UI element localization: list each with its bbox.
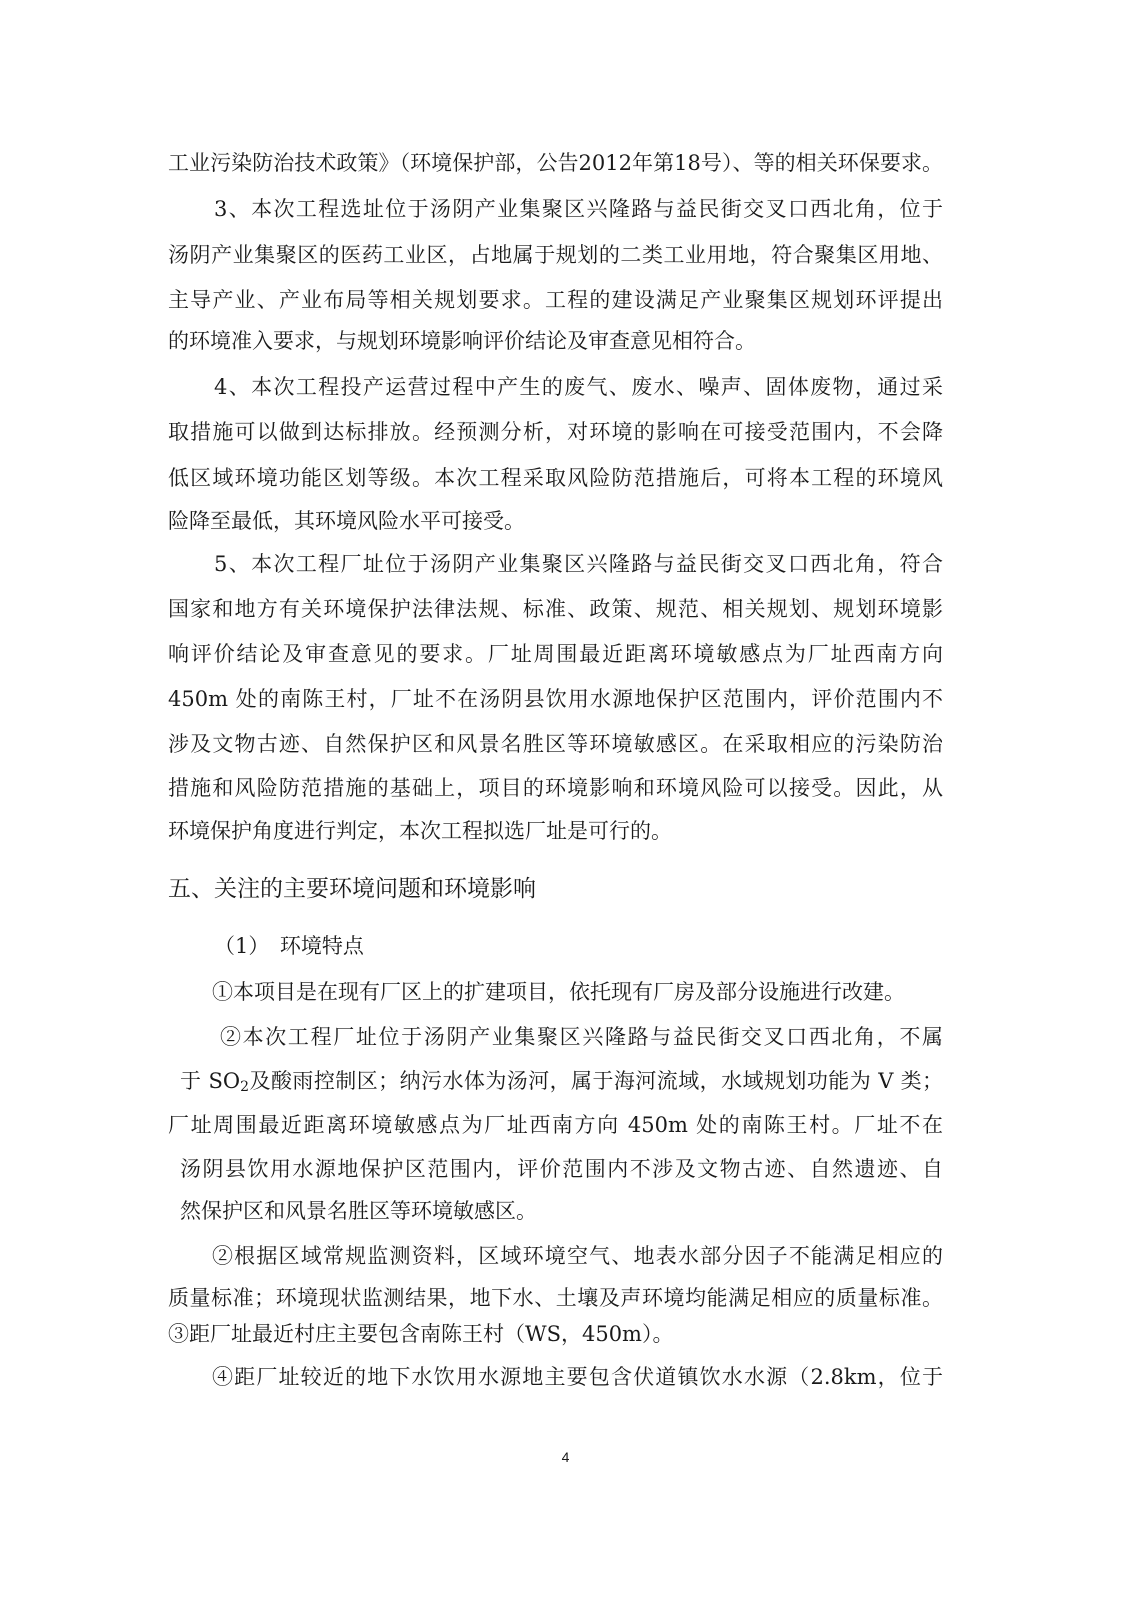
text-line: 国家和地方有关环境保护法律法规、标准、政策、规范、相关规划、规划环境影 (168, 597, 943, 621)
text-line: 主导产业、产业布局等相关规划要求。工程的建设满足产业聚集区规划环评提出 (168, 288, 943, 312)
text-segment: 及酸雨控制区；纳污水体为汤河，属于海河流域，水域规划功能为 V 类； (249, 1069, 943, 1093)
text-line: 厂址周围最近距离环境敏感点为厂址西南方向 450m 处的南陈王村。厂址不在 (168, 1113, 943, 1137)
subscript: 2 (240, 1079, 250, 1095)
text-line: 措施和风险防范措施的基础上，项目的环境影响和环境风险可以接受。因此，从 (168, 776, 943, 800)
text-line: 4、本次工程投产运营过程中产生的废气、废水、噪声、固体废物，通过采 (214, 375, 943, 399)
text-line: 响评价结论及审查意见的要求。厂址周围最近距离环境敏感点为厂址西南方向 (168, 642, 943, 666)
text-line: ③距厂址最近村庄主要包含南陈王村（WS，450m）。 (168, 1322, 674, 1346)
text-line: 质量标准；环境现状监测结果，地下水、土壤及声环境均能满足相应的质量标准。 (168, 1286, 943, 1310)
text-line (180, 1066, 943, 1096)
text-line: 5、本次工程厂址位于汤阴产业集聚区兴隆路与益民街交叉口西北角，符合 (214, 552, 943, 576)
section-heading: 五、关注的主要环境问题和环境影响 (168, 876, 536, 902)
text-line: ④距厂址较近的地下水饮用水源地主要包含伏道镇饮水水源（2.8km，位于 (212, 1365, 943, 1389)
page-number: 4 (561, 1449, 570, 1465)
text-line: 3、本次工程选址位于汤阴产业集聚区兴隆路与益民街交叉口西北角，位于 (214, 197, 943, 221)
text-line: 低区域环境功能区划等级。本次工程采取风险防范措施后，可将本工程的环境风 (168, 466, 943, 490)
text-line: 工业污染防治技术政策》（环境保护部，公告2012年第18号）、等的相关环保要求。 (168, 151, 943, 175)
text-line: ①本项目是在现有厂区上的扩建项目，依托现有厂房及部分设施进行改建。 (212, 980, 905, 1004)
text-line: 的环境准入要求，与规划环境影响评价结论及审查意见相符合。 (168, 329, 756, 353)
text-line: 然保护区和风景名胜区等环境敏感区。 (180, 1199, 537, 1223)
text-segment: 于 SO (180, 1069, 241, 1093)
text-line: 险降至最低，其环境风险水平可接受。 (168, 509, 525, 533)
text-line: 汤阴产业集聚区的医药工业区，占地属于规划的二类工业用地，符合聚集区用地、 (168, 243, 943, 267)
text-line: 取措施可以做到达标排放。经预测分析，对环境的影响在可接受范围内，不会降 (168, 420, 943, 444)
text-line: 汤阴县饮用水源地保护区范围内，评价范围内不涉及文物古迹、自然遗迹、自 (180, 1157, 943, 1181)
text-line: （1） 环境特点 (214, 934, 364, 958)
text-line: 环境保护角度进行判定，本次工程拟选厂址是可行的。 (168, 819, 672, 843)
text-line: 450m 处的南陈王村，厂址不在汤阴县饮用水源地保护区范围内，评价范围内不 (168, 687, 943, 711)
text-line: 涉及文物古迹、自然保护区和风景名胜区等环境敏感区。在采取相应的污染防治 (168, 732, 943, 756)
text-line: ②根据区域常规监测资料，区域环境空气、地表水部分因子不能满足相应的 (212, 1244, 943, 1268)
text-line: ②本次工程厂址位于汤阴产业集聚区兴隆路与益民街交叉口西北角，不属 (220, 1025, 943, 1049)
